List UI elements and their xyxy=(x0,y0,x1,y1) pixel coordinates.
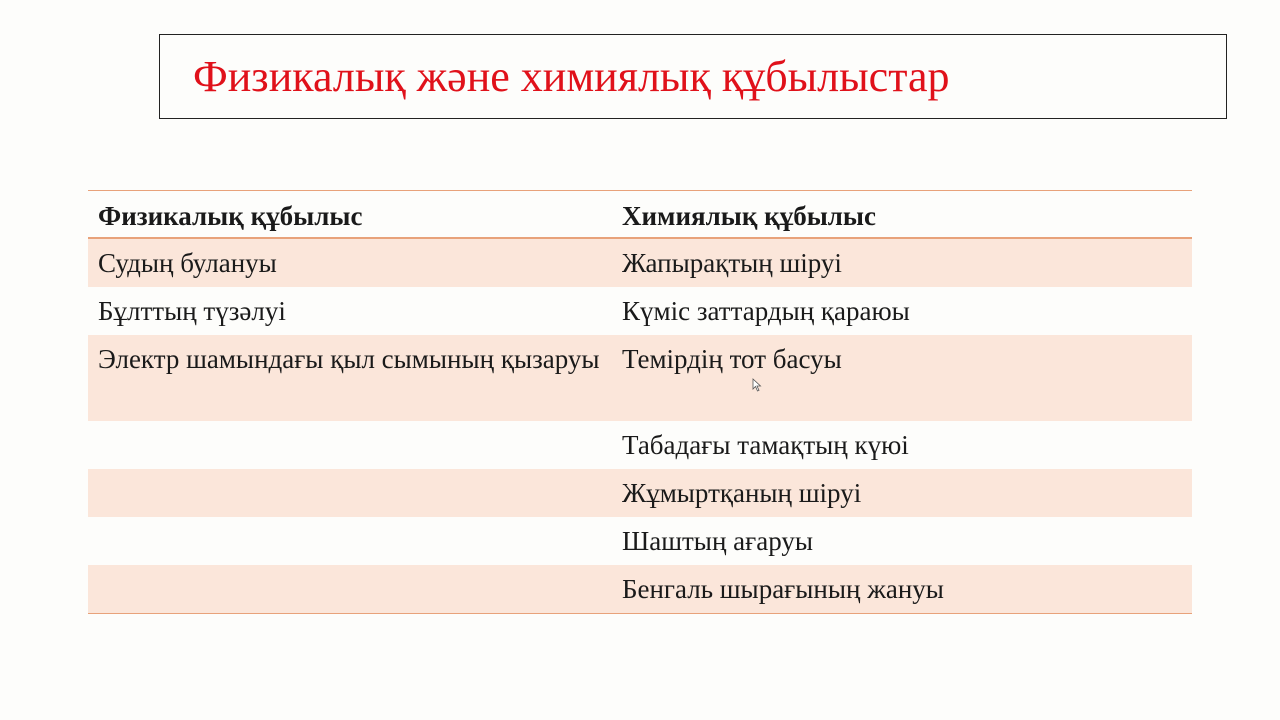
chemical-cell: Жұмыртқаның шіруі xyxy=(622,478,862,508)
physical-cell xyxy=(88,469,612,517)
physical-cell xyxy=(88,421,612,469)
chemical-cell: Темірдің тот басуы xyxy=(622,344,842,374)
physical-cell xyxy=(88,565,612,613)
table-row xyxy=(88,239,1192,287)
phenomena-table xyxy=(88,190,1192,614)
physical-cell: Судың булануы xyxy=(98,248,277,278)
chemical-cell: Шаштың ағаруы xyxy=(622,526,813,556)
table-row xyxy=(88,469,1192,517)
header-chemical: Химиялық құбылыс xyxy=(622,201,876,231)
physical-cell xyxy=(88,517,612,565)
table-row xyxy=(88,287,1192,335)
table-row xyxy=(88,565,1192,613)
table-header-row xyxy=(88,191,1192,239)
slide-title: Физикалық және химиялық құбылыстар xyxy=(193,52,950,101)
table-row xyxy=(88,335,1192,421)
physical-cell: Электр шамындағы қыл сымының қызаруы xyxy=(98,344,600,374)
table-row xyxy=(88,421,1192,469)
mouse-cursor-icon xyxy=(752,378,762,392)
header-physical: Физикалық құбылыс xyxy=(98,201,363,231)
chemical-cell: Табадағы тамақтың күюі xyxy=(622,430,909,460)
physical-cell: Бұлттың түзәлуі xyxy=(98,296,286,326)
chemical-cell: Күміс заттардың қараюы xyxy=(622,296,910,326)
chemical-cell: Бенгаль шырағының жануы xyxy=(622,574,944,604)
table-row xyxy=(88,517,1192,565)
chemical-cell: Жапырақтың шіруі xyxy=(622,248,842,278)
title-box xyxy=(159,34,1227,119)
